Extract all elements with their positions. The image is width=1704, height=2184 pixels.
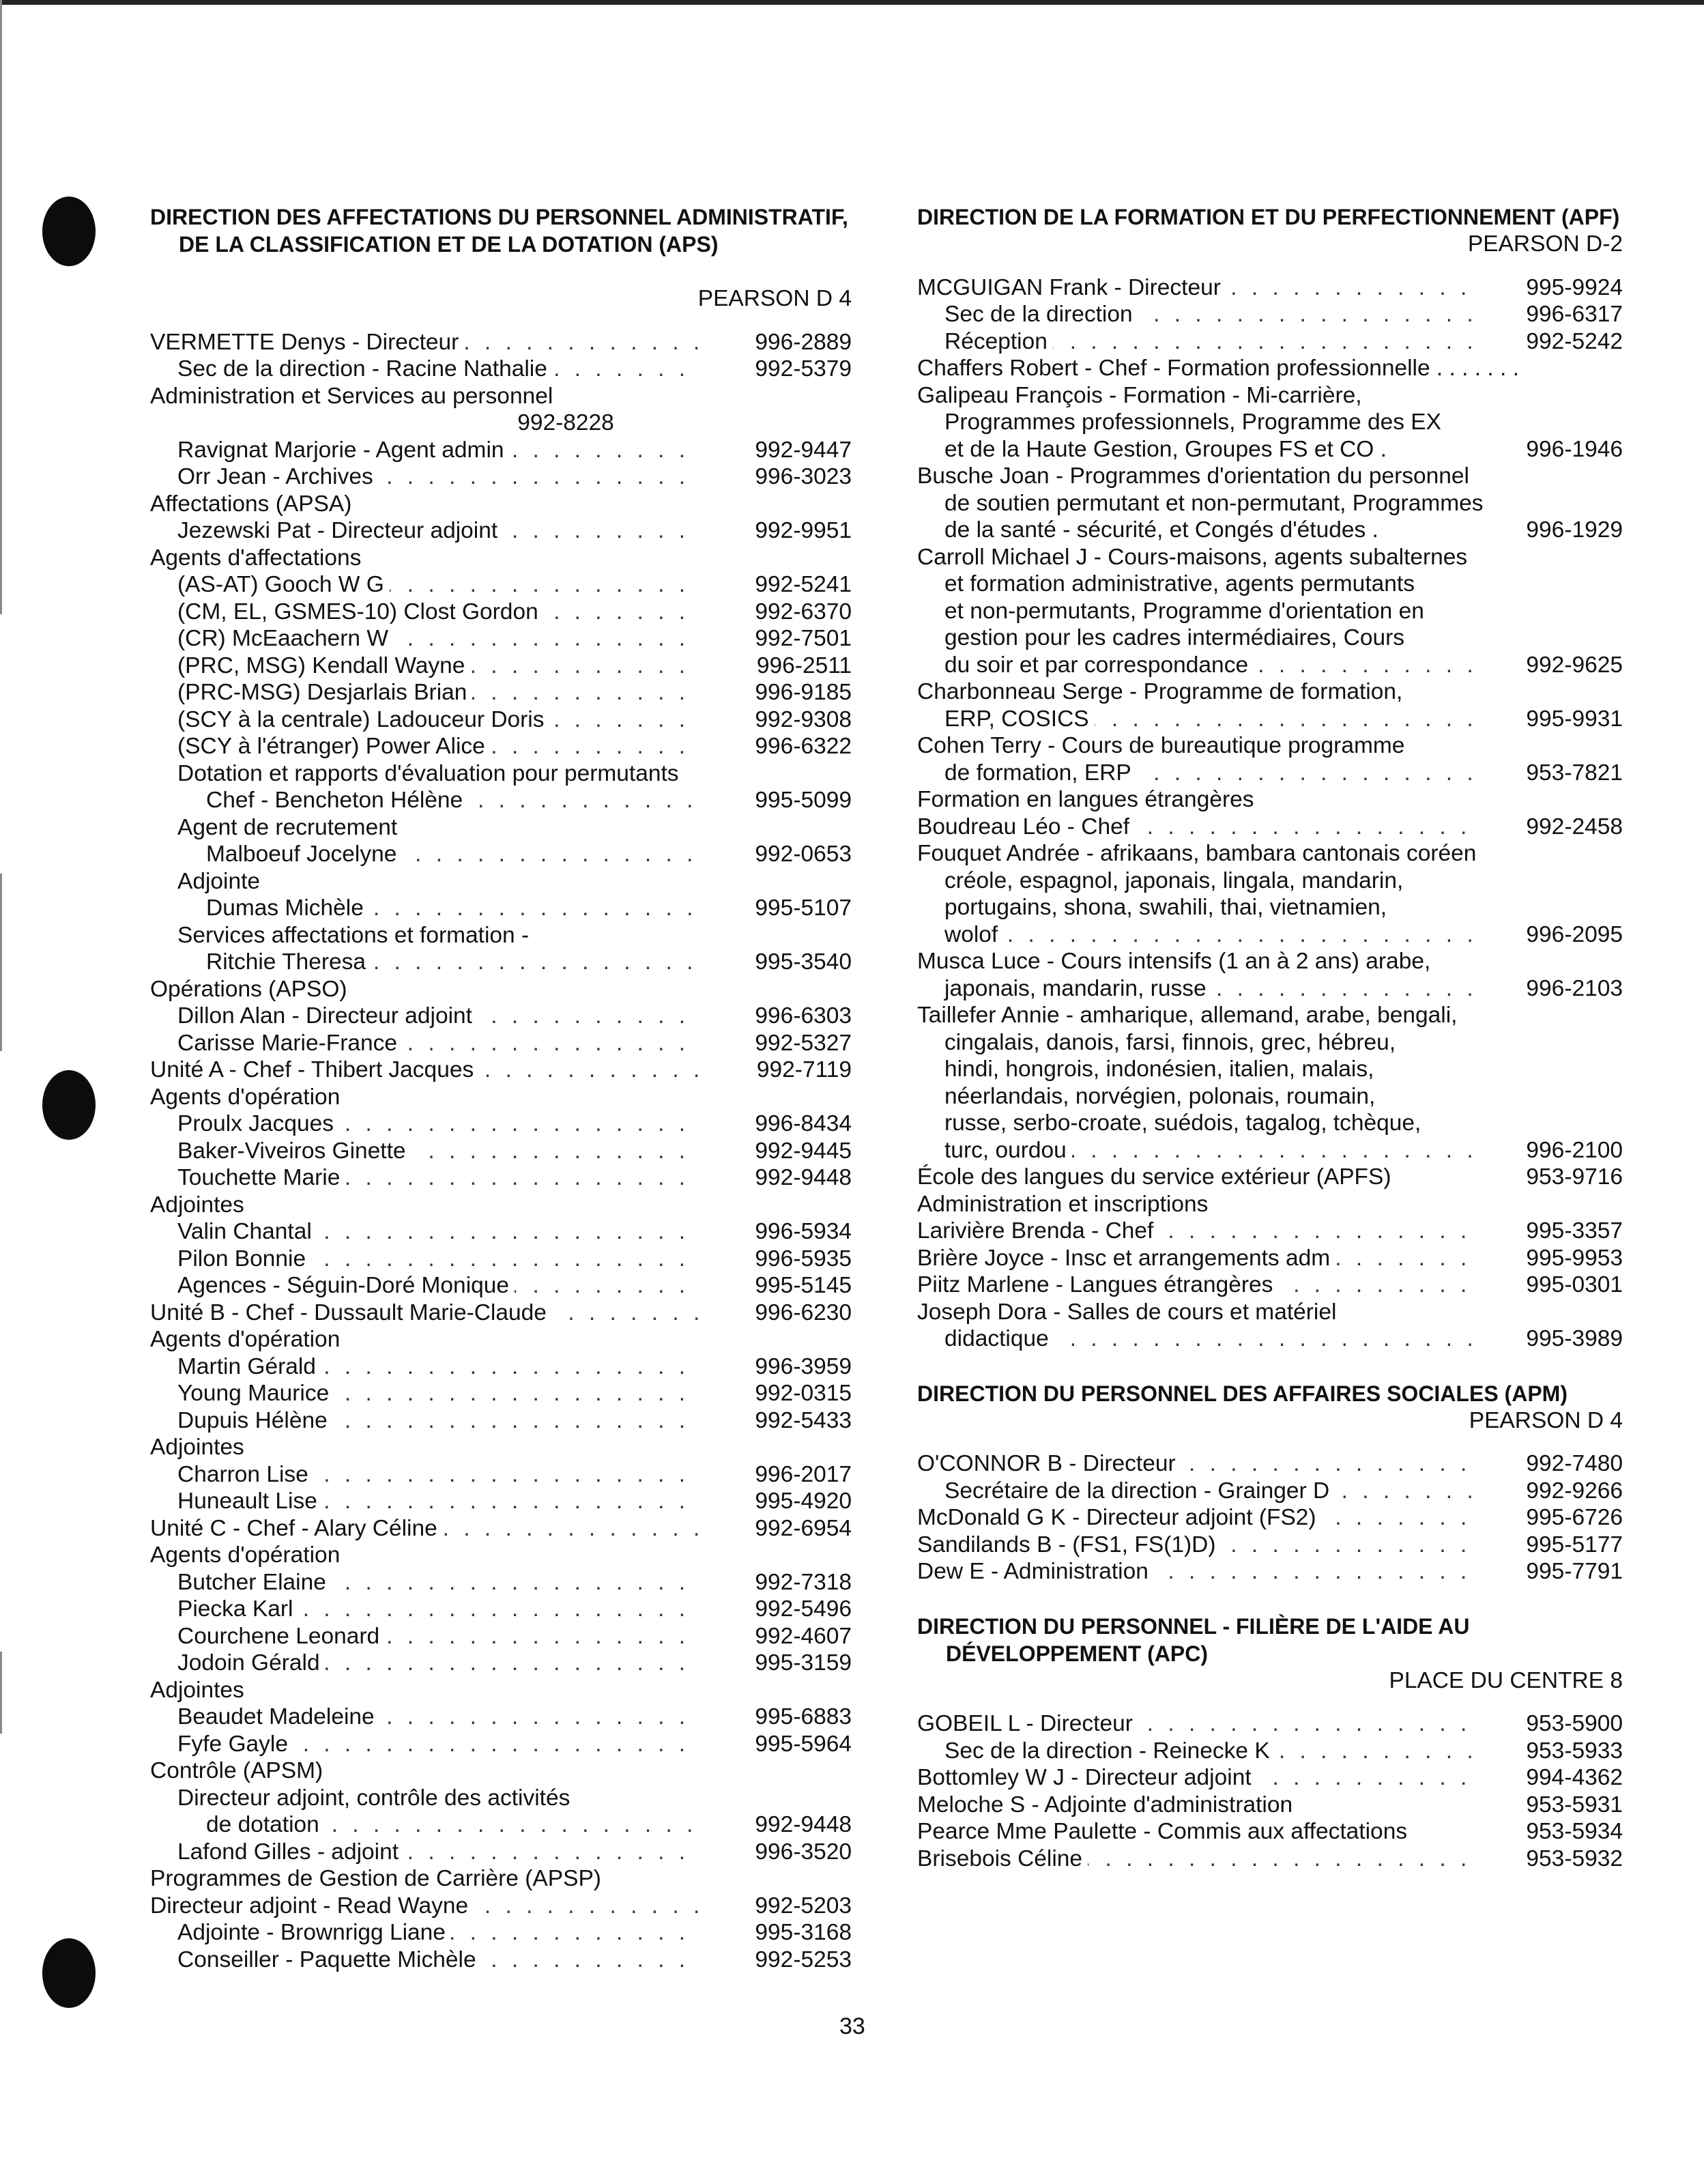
entry-name: de dotation [206,1812,325,1837]
entry-name: Boudreau Léo - Chef [917,814,1135,839]
directory-entry [150,1299,852,1327]
entry-name: Young Maurice [177,1381,334,1406]
entry-name: Sec de la direction - Reinecke K [944,1738,1275,1764]
phone-number: 953-9716 [1519,1164,1623,1191]
directory-entry [150,1057,852,1084]
entry-name: et de la Haute Gestion, Groupes FS et CO . [944,437,1392,462]
subsection-label: Contrôle (APSM) [150,1758,323,1783]
spacer [917,258,1623,274]
left-column [150,203,852,1973]
directory-entry [150,652,852,680]
entry-name: (CR) McEaachern W [177,626,394,651]
entry-name: de formation, ERP [944,760,1137,786]
directory-entry [150,1030,852,1057]
subsection-label: Charbonneau Serge - Programme de formation, [917,679,1403,704]
subsection-label: Galipeau François - Formation - Mi-carrière, [917,382,1362,408]
spacer [917,1694,1623,1710]
entry-name: wolof [944,922,1003,947]
directory-entry [150,1731,852,1758]
directory-entry [150,625,852,652]
directory-entry [150,733,852,760]
entry-name: Carisse Marie-France [177,1031,403,1056]
entry-name: Ravignat Marjorie - Agent admin [177,437,510,463]
phone-number: 953-5931 [1519,1792,1623,1819]
directory-entry [150,1138,852,1165]
entry-name: Martin Gérald [177,1354,321,1379]
entry-name: GOBEIL L - Directeur [917,1711,1138,1736]
subsection-label: Busche Joan - Programmes d'orientation du personnel [917,463,1469,489]
section-header: DIRECTION DES AFFECTATIONS DU PERSONNEL ADMINISTRATIF, DE LA CLASSIFICATION ET DE LA DOTATION (APS) [150,205,848,257]
phone-number: 992-2458 [1519,814,1623,841]
directory-entry [917,1845,1623,1873]
phone-number: 953-5932 [1519,1845,1623,1873]
directory-entry [150,1893,852,1920]
phone-number: 992-5496 [748,1596,852,1623]
entry-continuation: russe, serbo-croate, suédois, tagalog, tchèque, [944,1110,1421,1136]
entry-name: Sec de la direction - Racine Nathalie [177,356,553,382]
entry-name: du soir et par correspondance [944,652,1254,678]
phone-number: 953-5900 [1519,1710,1623,1738]
entry-name: Larivière Brenda - Chef [917,1218,1159,1244]
entry-name: Unité B - Chef - Dussault Marie-Claude [150,1300,552,1325]
phone-number: 996-6317 [1519,301,1623,328]
entry-name: Pearce Mme Paulette - Commis aux affectations [917,1819,1413,1844]
entry-continuation: néerlandais, norvégien, polonais, roumain, [944,1083,1376,1109]
entry-continuation: Adjointe [177,868,261,894]
subsection-label: Agents d'opération [150,1327,341,1352]
phone-number: 996-2017 [748,1461,852,1489]
entry-continuation: hindi, hongrois, indonésien, italien, malais, [944,1057,1374,1082]
phone-number: 995-4920 [748,1488,852,1515]
entry-name: Unité C - Chef - Alary Céline [150,1516,443,1541]
entry-name: Valin Chantal [177,1219,317,1244]
dot-leader [944,921,1473,949]
entry-continuation: créole, espagnol, japonais, lingala, mandarin, [944,867,1404,893]
phone-number: 995-3357 [1519,1218,1623,1245]
directory-entry [917,975,1623,1003]
directory-entry [150,463,852,491]
entry-name: Agences - Séguin-Doré Monique [177,1273,515,1298]
page-number: 33 [839,2013,865,2039]
entry-continuation: cingalais, danois, farsi, finnois, grec, hébreu, [944,1029,1396,1055]
phone-number: 996-3959 [748,1353,852,1381]
subsection-label: Programmes de Gestion de Carrière (APSP) [150,1866,601,1891]
phone-number: 996-2100 [1519,1137,1623,1164]
directory-entry [917,301,1623,328]
subsection-label: Musca Luce - Cours intensifs (1 an à 2 ans) arabe, [917,949,1431,974]
directory-entry [150,1811,852,1839]
directory-entry [150,1515,852,1542]
section-header: DIRECTION DE LA FORMATION ET DU PERFECTIONNEMENT (APF) [917,205,1620,229]
directory-entry [917,1764,1623,1792]
directory-entry [917,1271,1623,1299]
subsection-label: Administration et Services au personnel [150,383,553,409]
directory-entry [150,1839,852,1866]
phone-number: 992-7480 [1519,1450,1623,1478]
entry-name: Beaudet Madeleine [177,1704,380,1729]
phone-number: 992-5433 [748,1407,852,1435]
entry-continuation: portugains, shona, swahili, thai, vietnamien, [944,895,1387,920]
entry-name: japonais, mandarin, russe [944,976,1212,1001]
directory-entry [917,652,1623,679]
entry-name: Jezewski Pat - Directeur adjoint [177,518,503,543]
section-location: PEARSON D 4 [697,286,852,311]
directory-entry [917,1738,1623,1765]
directory-entry [150,1353,852,1381]
entry-name: Meloche S - Adjointe d'administration [917,1792,1298,1817]
directory-entry [150,329,852,356]
phone-number: 992-5203 [748,1893,852,1920]
entry-name: Piecka Karl [177,1596,298,1622]
phone-number: 995-3989 [1519,1325,1623,1353]
phone-number: 992-0315 [748,1380,852,1407]
spacer [917,1585,1623,1613]
directory-list [917,1450,1623,1585]
entry-continuation: Programmes professionnels, Programme des EX [944,410,1441,435]
subsection-label: Cohen Terry - Cours de bureautique programme [917,733,1405,758]
phone-number: 995-3540 [748,949,852,976]
directory-entry [150,1946,852,1974]
directory-entry [917,328,1623,356]
spacer [917,1353,1623,1380]
phone-number: 992-5242 [1519,328,1623,356]
entry-name: Lafond Gilles - adjoint [177,1839,404,1865]
phone-number: 996-3023 [748,463,852,491]
phone-number: 995-6883 [748,1704,852,1731]
directory-entry [917,436,1623,463]
entry-name: Pilon Bonnie [177,1246,311,1271]
entry-name: Jodoin Gérald [177,1650,326,1676]
directory-entry [917,1137,1623,1164]
phone-number: 992-5327 [748,1030,852,1057]
directory-entry [150,1380,852,1407]
section-location: PLACE DU CENTRE 8 [1389,1667,1623,1693]
directory-entry [917,1558,1623,1585]
phone-number: 992-9448 [748,1811,852,1839]
left-edge-mark [0,1652,2,1734]
entry-name: Dupuis Hélène [177,1408,333,1433]
entry-name: Unité A - Chef - Thibert Jacques [150,1057,479,1082]
entry-name: (CM, EL, GSMES-10) Clost Gordon [177,599,544,624]
phone-number: 992-9266 [1519,1478,1623,1505]
phone-number: 953-7821 [1519,760,1623,787]
directory-entry [917,921,1623,949]
entry-name: École des langues du service extérieur (APFS) [917,1164,1397,1190]
entry-name: de la santé - sécurité, et Congés d'études . [944,517,1384,543]
phone-number: 996-2511 [750,652,852,680]
left-edge-mark [0,874,2,1051]
directory-entry [917,1792,1623,1819]
directory-entry [150,787,852,814]
spacer [917,1434,1623,1450]
directory-entry [917,274,1623,302]
phone-number: 995-9924 [1519,274,1623,302]
directory-entry [150,679,852,706]
punch-hole [42,1938,96,2008]
entry-name: Dew E - Administration [917,1559,1154,1584]
entry-name: (SCY à l'étranger) Power Alice [177,734,491,759]
subsection-label: Fouquet Andrée - afrikaans, bambara cantonais coréen [917,841,1477,866]
directory-entry [917,517,1623,544]
left-edge-mark [0,0,2,614]
directory-entry [150,517,852,545]
entry-continuation: et formation administrative, agents permutants [944,571,1415,597]
phone-number: 996-1946 [1519,436,1623,463]
directory-entry [150,1623,852,1650]
directory-entry [917,1325,1623,1353]
directory-entry [917,814,1623,841]
phone-number: 995-3159 [748,1650,852,1677]
directory-entry [917,760,1623,787]
entry-name: Sandilands B - (FS1, FS(1)D) [917,1532,1222,1557]
phone-number: 953-5934 [1519,1818,1623,1845]
directory-entry [150,1218,852,1246]
entry-name: Piitz Marlene - Langues étrangères [917,1272,1278,1297]
entry-name: (PRC, MSG) Kendall Wayne [177,653,470,678]
entry-continuation: Agent de recrutement [177,814,398,840]
phone-number: 995-9953 [1519,1245,1623,1272]
entry-name: ERP, COSICS [944,706,1095,732]
section-header: DIRECTION DU PERSONNEL DES AFFAIRES SOCIALES (APM) [917,1381,1568,1406]
entry-name: Charron Lise [177,1462,314,1487]
directory-entry [150,841,852,868]
phone-number: 992-9447 [748,437,852,464]
phone-number: 992-9448 [748,1164,852,1192]
phone-number: 995-7791 [1519,1558,1623,1585]
phone-number: 995-0301 [1519,1271,1623,1299]
right-column [917,203,1623,1872]
directory-entry [150,895,852,922]
entry-continuation: Directeur adjoint, contrôle des activités [177,1785,571,1811]
entry-name: Ritchie Theresa [206,949,371,975]
phone-number: 992-5241 [748,571,852,599]
phone-number: 992-9625 [1519,652,1623,679]
phone-number: 992-9951 [748,517,852,545]
directory-entry [150,571,852,599]
subsection-label: Agents d'affectations [150,545,362,571]
entry-name: Chef - Bencheton Hélène [206,788,468,813]
phone-number: 992-6954 [748,1515,852,1542]
phone-number: 992-6370 [748,599,852,626]
directory-list [917,274,1623,1353]
entry-name: Brisebois Céline [917,1846,1088,1871]
punch-hole [42,1070,96,1140]
phone-number: 992-7119 [750,1057,852,1084]
section-header: DIRECTION DU PERSONNEL - FILIÈRE DE L'AIDE AU DÉVELOPPEMENT (APC) [917,1613,1470,1666]
directory-entry [150,1596,852,1623]
phone-number: 996-2095 [1519,921,1623,949]
phone-number: 992-9445 [748,1138,852,1165]
entry-name: Dumas Michèle [206,895,369,921]
subsection-label: Adjointes [150,1435,244,1460]
directory-entry [917,1245,1623,1272]
phone-number: 992-0653 [748,841,852,868]
subsection-label: Administration et inscriptions [917,1191,1209,1217]
entry-continuation: de soutien permutant et non-permutant, Programmes [944,490,1484,516]
entry-name: Proulx Jacques [177,1111,339,1136]
entry-name: Touchette Marie [177,1165,345,1190]
phone-number: 995-3168 [748,1919,852,1946]
punch-hole [42,197,96,266]
entry-continuation: et non-permutants, Programme d'orientation en [944,598,1424,624]
phone-number: 996-2103 [1519,975,1623,1003]
phone-number: 996-5934 [748,1218,852,1246]
entry-name: Orr Jean - Archives [177,464,379,489]
directory-entry [917,1218,1623,1245]
directory-entry [150,1272,852,1299]
phone-number: 996-9185 [748,679,852,706]
subsection-label: Affectations (APSA) [150,491,352,517]
directory-entry [150,1704,852,1731]
subsection-label: Agents d'opération [150,1084,341,1110]
entry-name: Sec de la direction [944,302,1138,327]
directory-entry [150,437,852,464]
entry-name: (AS-AT) Gooch W G [177,572,390,597]
entry-name: Brière Joyce - Insc et arrangements adm [917,1246,1335,1271]
entry-name: Baker-Viveiros Ginette [177,1138,411,1164]
top-edge-line [0,0,1704,5]
entry-name: turc, ourdou [944,1138,1072,1163]
directory-list [917,1710,1623,1872]
phone-number: 995-5177 [1519,1532,1623,1559]
phone-number: 992-7501 [748,625,852,652]
directory-entry [917,1450,1623,1478]
entry-name: Butcher Elaine [177,1570,332,1595]
directory-entry [917,706,1623,733]
phone-number: 996-6303 [748,1003,852,1030]
entry-continuation: gestion pour les cadres intermédiaires, Cours [944,625,1405,650]
entry-name: Huneault Lise [177,1489,323,1514]
phone-number: 996-2889 [748,329,852,356]
subsection-label: Formation en langues étrangères [917,787,1254,812]
directory-entry [150,1246,852,1273]
directory-list [150,329,852,1974]
section-location: PEARSON D-2 [1467,231,1623,257]
entry-name: O'CONNOR B - Directeur [917,1451,1181,1476]
phone-number: 996-6230 [748,1299,852,1327]
phone-number: 992-5253 [748,1946,852,1974]
phone-number: 995-9931 [1519,706,1623,733]
phone-number: 996-8434 [748,1110,852,1138]
subsection-label: Chaffers Robert - Chef - Formation professionnelle . . . . . . . [917,356,1519,381]
phone-number: 996-1929 [1519,517,1623,544]
phone-number: 992-8228 [517,410,614,435]
phone-number: 995-5145 [748,1272,852,1299]
phone-number: 992-9308 [748,706,852,734]
directory-entry [150,1488,852,1515]
entry-continuation: Services affectations et formation - [177,922,530,948]
phone-number: 995-5107 [748,895,852,922]
directory-entry [150,1650,852,1677]
entry-name: McDonald G K - Directeur adjoint (FS2) [917,1505,1322,1530]
phone-number: 996-3520 [748,1839,852,1866]
subsection-label: Opérations (APSO) [150,976,347,1002]
directory-entry [917,1710,1623,1738]
directory-entry [150,1569,852,1596]
phone-number: 994-4362 [1519,1764,1623,1792]
phone-number: 996-5935 [748,1246,852,1273]
entry-continuation: Dotation et rapports d'évaluation pour permutants [177,760,679,786]
entry-name: Secrétaire de la direction - Grainger D [944,1478,1335,1504]
directory-entry [150,599,852,626]
directory-entry [917,1818,1623,1845]
entry-name: didactique [944,1326,1054,1351]
directory-entry [917,1478,1623,1505]
directory-entry [150,1110,852,1138]
subsection-label: Agents d'opération [150,1542,341,1568]
directory-entry [917,1532,1623,1559]
entry-name: Conseiller - Paquette Michèle [177,1947,482,1972]
entry-name: Fyfe Gayle [177,1732,293,1757]
subsection-label: Adjointes [150,1677,244,1703]
phone-number: 992-4607 [748,1623,852,1650]
phone-number: 995-5964 [748,1731,852,1758]
directory-entry [150,356,852,383]
directory-entry [150,1461,852,1489]
directory-entry [150,1919,852,1946]
subsection-label: Carroll Michael J - Cours-maisons, agents subalternes [917,544,1468,570]
directory-entry [150,1164,852,1192]
phone-number: 992-7318 [748,1569,852,1596]
directory-entry [150,1003,852,1030]
spacer [150,258,852,285]
entry-name: Directeur adjoint - Read Wayne [150,1893,474,1919]
subsection-label: Taillefer Annie - amharique, allemand, arabe, bengali, [917,1003,1458,1028]
phone-number: 996-6322 [748,733,852,760]
directory-entry [917,1504,1623,1532]
phone-number: 995-5099 [748,787,852,814]
subsection-label: Joseph Dora - Salles de cours et matériel [917,1299,1337,1325]
entry-name: VERMETTE Denys - Directeur [150,330,464,355]
entry-name: (PRC-MSG) Desjarlais Brian [177,680,472,705]
entry-name: Malboeuf Jocelyne [206,842,402,867]
subsection-label: Adjointes [150,1192,244,1218]
entry-name: (SCY à la centrale) Ladouceur Doris [177,707,550,732]
section-location: PEARSON D 4 [1469,1407,1623,1433]
entry-name: Réception [944,329,1053,354]
entry-name: Courchene Leonard [177,1624,385,1649]
entry-name: Adjointe - Brownrigg Liane [177,1920,451,1945]
directory-entry [150,1407,852,1435]
spacer [150,313,852,329]
directory-entry [150,949,852,976]
phone-number: 992-5379 [748,356,852,383]
entry-name: Dillon Alan - Directeur adjoint [177,1003,478,1029]
directory-entry [150,706,852,734]
directory-entry [917,1164,1623,1191]
entry-name: MCGUIGAN Frank - Directeur [917,275,1226,300]
phone-number: 995-6726 [1519,1504,1623,1532]
entry-name: Bottomley W J - Directeur adjoint [917,1765,1257,1790]
phone-number: 953-5933 [1519,1738,1623,1765]
